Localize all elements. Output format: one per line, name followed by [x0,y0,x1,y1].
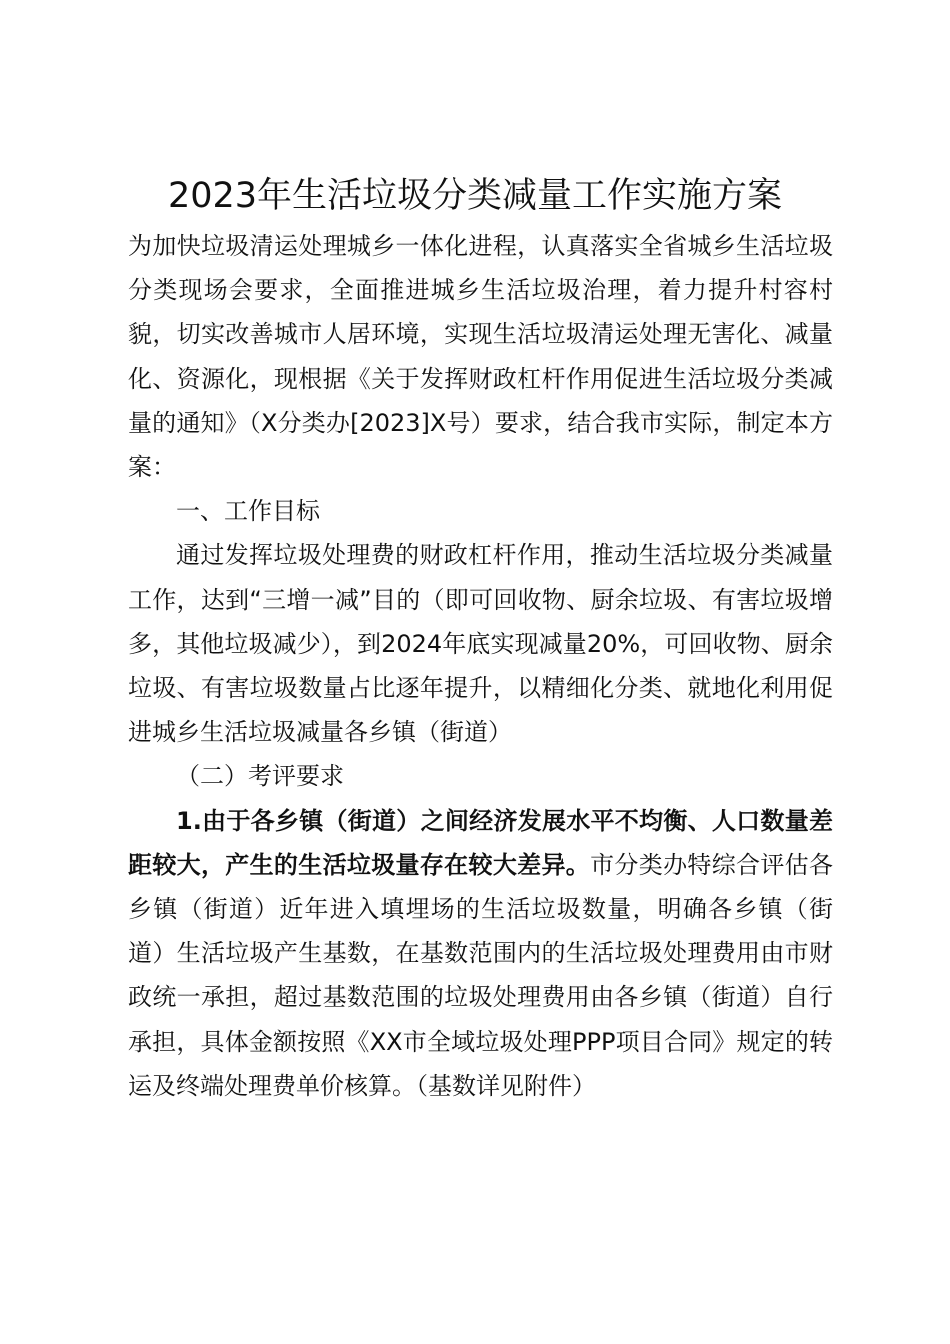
item1-bold-lead: 1.由于各乡镇（街道）之间经济发展水平不均衡、人口数量差距较大，产生的生活垃圾量存在较大差异。 [128,806,833,879]
section1-paragraph: 通过发挥垃圾处理费的财政杠杆作用，推动生活垃圾分类减量工作，达到“三增一减”目的（即可回收物、厨余垃圾、有害垃圾增多，其他垃圾减少），到2024年底实现减量20%，可回收物、厨余垃圾、有害垃圾数量占比逐年提升，以精细化分类、就地化利用促进城乡生活垃圾减量各乡镇（街道） [128,541,833,747]
item1-text: 市分类办特综合评估各乡镇（街道）近年进入填埋场的生活垃圾数量，明确各乡镇（街道）生活垃圾产生基数，在基数范围内的生活垃圾处理费用由市财政统一承担，超过基数范围的垃圾处理费用由各乡镇（街道）自行承担，具体金额按照《XX市全域垃圾处理PPP项目合同》规定的转运及终端处理费单价核算。（基数详见附件） [128,850,834,1100]
section1-heading: 一、工作目标 [176,497,320,526]
document-title: 2023年生活垃圾分类减量工作实施方案 [167,176,783,216]
document-body [128,224,833,1108]
section2-item1-paragraph [128,799,833,1108]
intro-paragraph: 为加快垃圾清运处理城乡一体化进程，认真落实全省城乡生活垃圾分类现场会要求，全面推进城乡生活垃圾治理，着力提升村容村貌，切实改善城市人居环境，实现生活垃圾清运处理无害化、减量化、资源化，现根据《关于发挥财政杠杆作用促进生活垃圾分类减量的通知》（X分类办[2023]X号）要求，结合我市实际，制定本方案： [128,232,833,482]
section2-heading: （二）考评要求 [176,762,344,791]
